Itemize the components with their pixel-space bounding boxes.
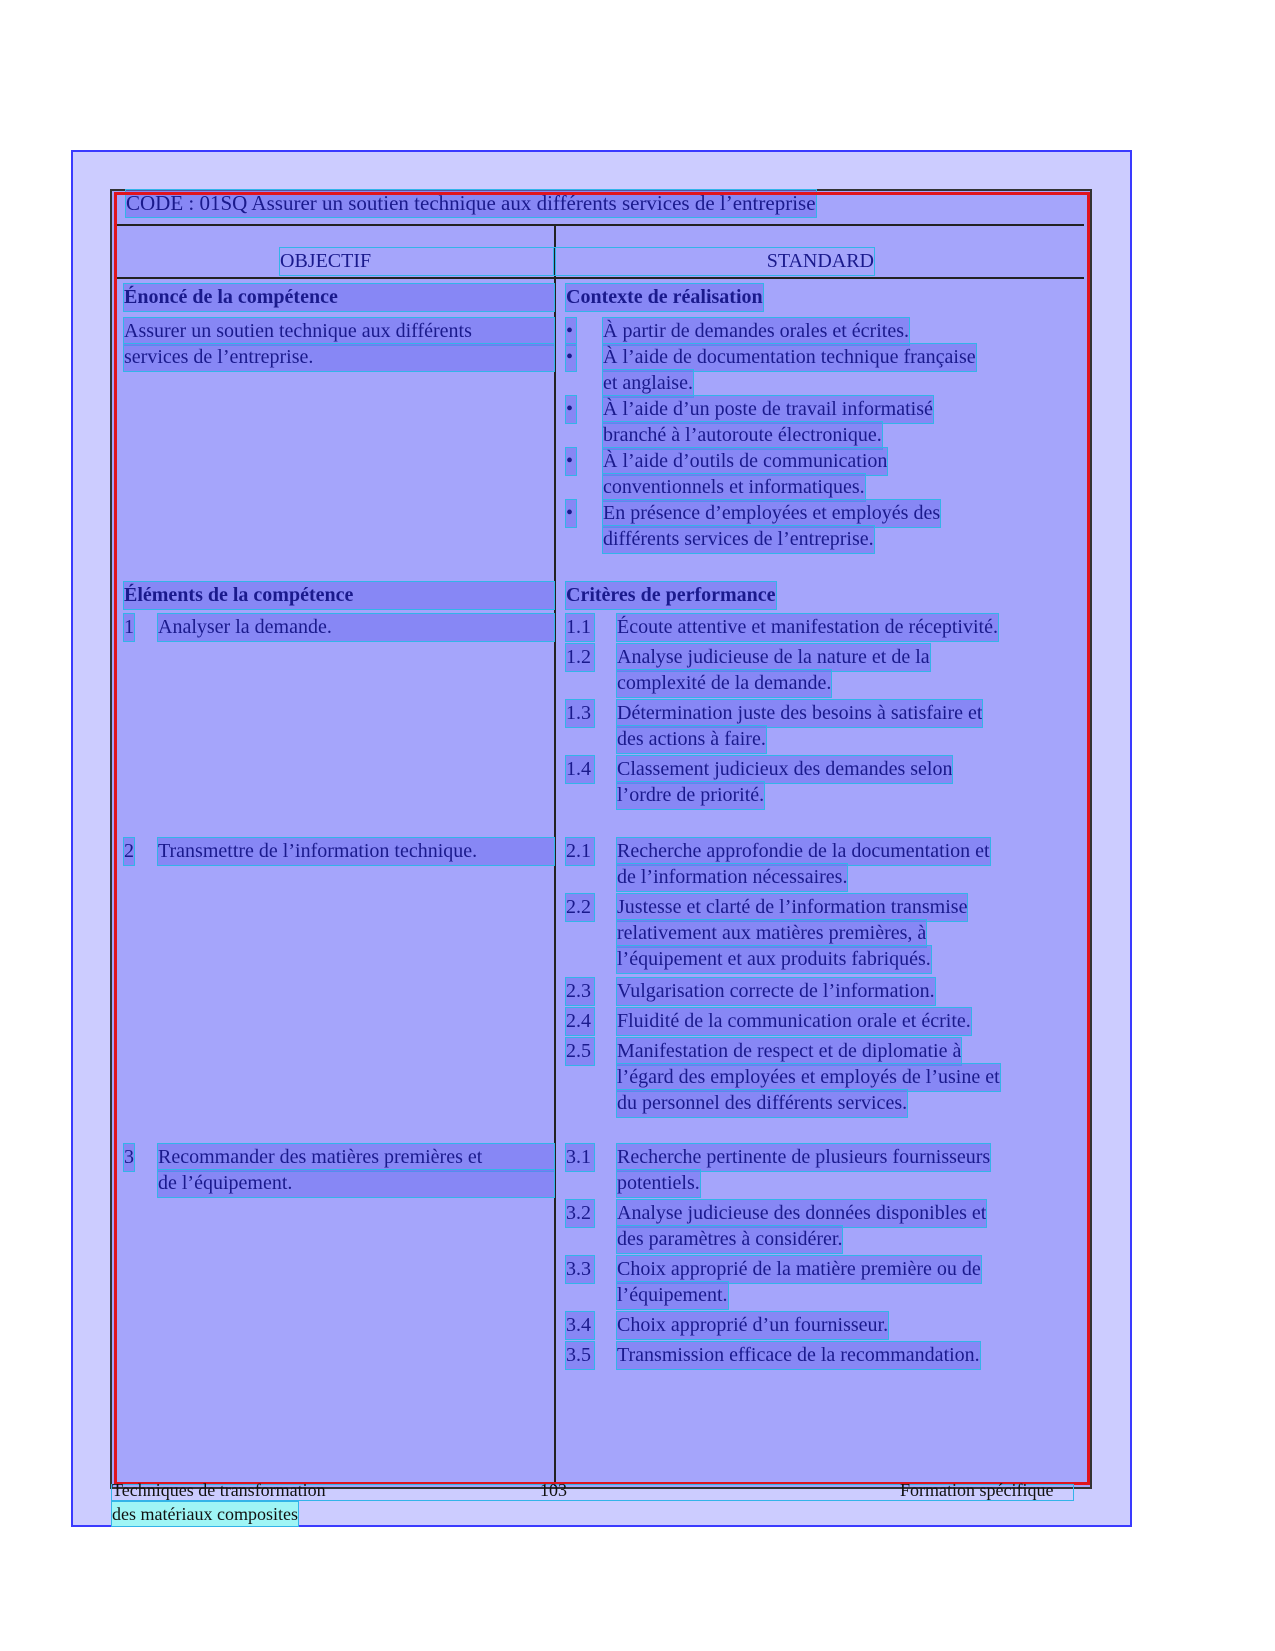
column-divider xyxy=(554,224,556,1486)
footer-left-2: des matériaux composites xyxy=(112,1504,298,1524)
critere-line: du personnel des différents services. xyxy=(617,1090,907,1117)
critere-line: Recherche approfondie de la documentation et xyxy=(617,838,990,865)
critere-number: 3.5 xyxy=(566,1342,594,1369)
critere-line: Choix approprié de la matière première ou de xyxy=(617,1256,981,1283)
element-line: Transmettre de l’information technique. xyxy=(158,838,554,865)
contexte-bullet: • xyxy=(566,500,576,527)
contexte-heading: Contexte de réalisation xyxy=(566,284,763,311)
contexte-item-line: différents services de l’entreprise. xyxy=(603,526,874,553)
critere-number: 3.1 xyxy=(566,1144,594,1171)
critere-number: 2.5 xyxy=(566,1038,594,1065)
contexte-item-line: conventionnels et informatiques. xyxy=(603,474,865,501)
contexte-item-line: À partir de demandes orales et écrites. xyxy=(603,318,909,345)
critere-line: Manifestation de respect et de diplomatie à xyxy=(617,1038,961,1065)
critere-line: Analyse judicieuse de la nature et de la xyxy=(617,644,930,671)
element-line: Analyser la demande. xyxy=(158,614,554,641)
critere-line: l’égard des employées et employés de l’usine et xyxy=(617,1064,1000,1091)
critere-line: Justesse et clarté de l’information transmise xyxy=(617,894,967,921)
critere-line: Détermination juste des besoins à satisfaire et xyxy=(617,700,982,727)
element-number: 2 xyxy=(124,838,134,865)
contexte-bullet: • xyxy=(566,318,576,345)
critere-number: 2.2 xyxy=(566,894,594,921)
critere-line: de l’information nécessaires. xyxy=(617,864,847,891)
element-number: 3 xyxy=(124,1144,134,1171)
enonce-line-1: Assurer un soutien technique aux différents xyxy=(124,318,554,345)
row-rule-header xyxy=(114,277,1084,279)
competency-code-title: CODE : 01SQ Assurer un soutien technique aux différents services de l’entreprise xyxy=(126,191,816,215)
critere-number: 2.3 xyxy=(566,978,594,1005)
element-number: 1 xyxy=(124,614,134,641)
critere-line: complexité de la demande. xyxy=(617,670,831,697)
contexte-item-line: À l’aide d’outils de communication xyxy=(603,448,887,475)
critere-number: 3.2 xyxy=(566,1200,594,1227)
contexte-item-line: En présence d’employées et employés des xyxy=(603,500,940,527)
contexte-bullet: • xyxy=(566,448,576,475)
critere-line: Recherche pertinente de plusieurs fournisseurs xyxy=(617,1144,990,1171)
enonce-line-2: services de l’entreprise. xyxy=(124,344,554,371)
critere-line: l’équipement. xyxy=(617,1282,728,1309)
critere-line: Fluidité de la communication orale et écrite. xyxy=(617,1008,971,1035)
standard-header: STANDARD xyxy=(554,248,874,275)
critere-number: 3.4 xyxy=(566,1312,594,1339)
criteres-heading: Critères de performance xyxy=(566,582,776,609)
enonce-heading: Énoncé de la compétence xyxy=(124,284,554,311)
critere-line: Écoute attentive et manifestation de réceptivité. xyxy=(617,614,998,641)
footer-right: Formation spécifique xyxy=(900,1480,1054,1500)
critere-number: 1.2 xyxy=(566,644,594,671)
critere-number: 2.1 xyxy=(566,838,594,865)
footer-page-number: 103 xyxy=(540,1480,567,1500)
critere-line: potentiels. xyxy=(617,1170,700,1197)
critere-number: 3.3 xyxy=(566,1256,594,1283)
critere-number: 1.3 xyxy=(566,700,594,727)
critere-line: Choix approprié d’un fournisseur. xyxy=(617,1312,888,1339)
critere-line: Transmission efficace de la recommandation. xyxy=(617,1342,980,1369)
contexte-item-line: et anglaise. xyxy=(603,370,693,397)
critere-line: relativement aux matières premières, à xyxy=(617,920,926,947)
critere-number: 2.4 xyxy=(566,1008,594,1035)
contexte-bullet: • xyxy=(566,344,576,371)
critere-line: Classement judicieux des demandes selon xyxy=(617,756,952,783)
objectif-header: OBJECTIF xyxy=(280,248,555,275)
element-line: de l’équipement. xyxy=(158,1170,554,1197)
critere-line: des paramètres à considérer. xyxy=(617,1226,842,1253)
elements-heading: Éléments de la compétence xyxy=(124,582,554,609)
critere-line: des actions à faire. xyxy=(617,726,766,753)
critere-line: Vulgarisation correcte de l’information. xyxy=(617,978,935,1005)
contexte-item-line: branché à l’autoroute électronique. xyxy=(603,422,882,449)
contexte-bullet: • xyxy=(566,396,576,423)
element-line: Recommander des matières premières et xyxy=(158,1144,554,1171)
critere-line: l’ordre de priorité. xyxy=(617,782,764,809)
critere-line: Analyse judicieuse des données disponibles et xyxy=(617,1200,986,1227)
contexte-item-line: À l’aide d’un poste de travail informatisé xyxy=(603,396,933,423)
critere-number: 1.1 xyxy=(566,614,594,641)
row-rule-code xyxy=(114,224,1084,226)
critere-line: l’équipement et aux produits fabriqués. xyxy=(617,946,931,973)
footer-left-1: Techniques de transformation xyxy=(112,1480,326,1500)
contexte-item-line: À l’aide de documentation technique française xyxy=(603,344,976,371)
critere-number: 1.4 xyxy=(566,756,594,783)
